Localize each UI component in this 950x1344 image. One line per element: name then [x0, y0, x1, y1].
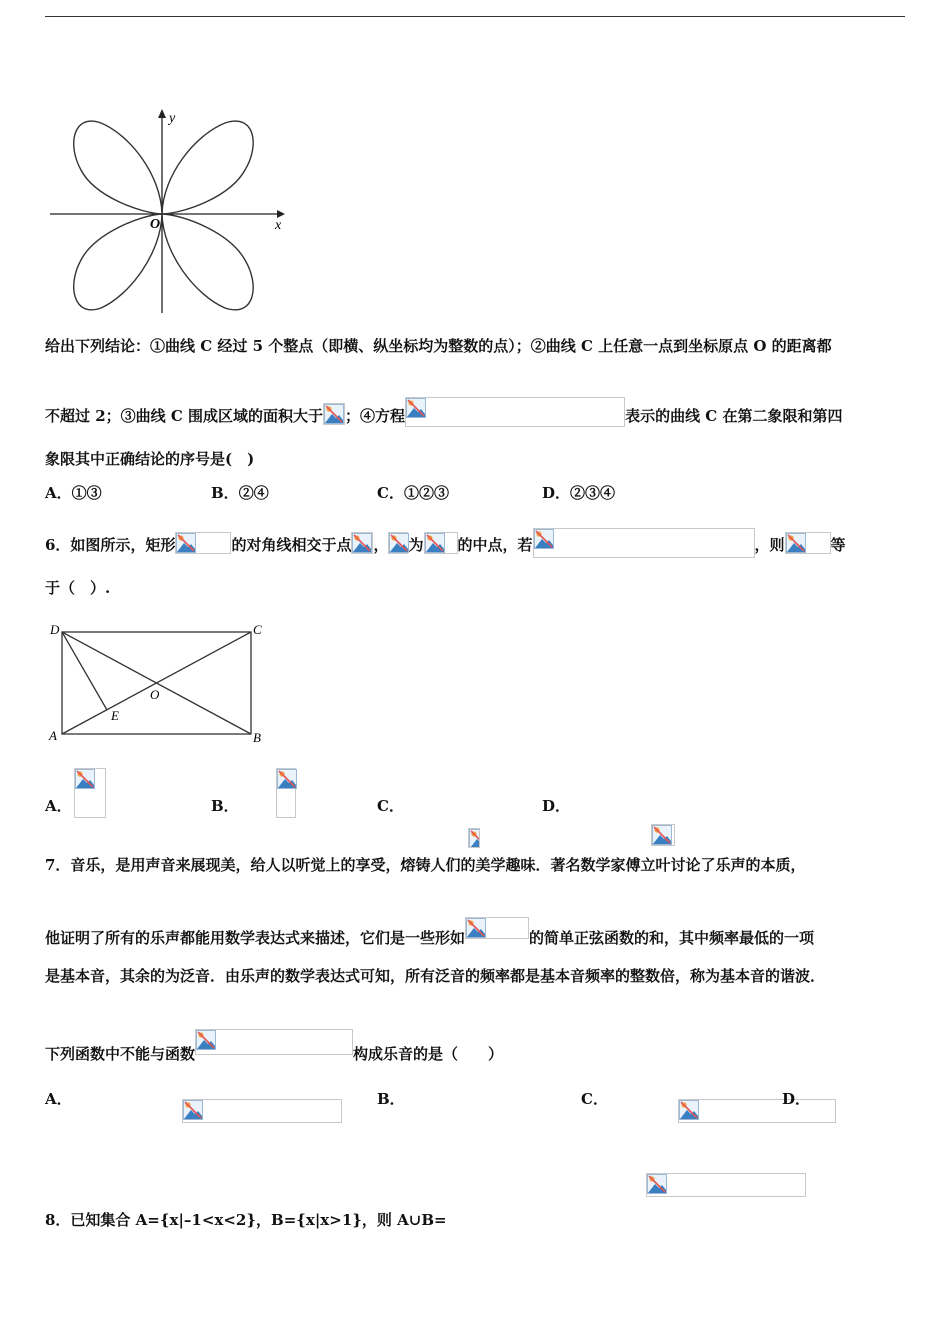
option-label: A． [45, 484, 72, 502]
formula-image [351, 532, 373, 554]
equation-image [405, 397, 625, 427]
q7-option-d-label: D． [782, 1090, 811, 1108]
q7-text: 构成乐音的是（ ） [353, 1045, 504, 1063]
q7-text: 的简单正弦函数的和，其中频率最低的一项 [529, 929, 815, 947]
y-axis-arrow [158, 109, 166, 118]
q5-line2-c: 表示的曲线 C 在第二象限和第四 [625, 407, 843, 425]
x-axis-label: x [275, 218, 282, 233]
broken-image-icon [75, 769, 95, 789]
broken-image-icon [466, 918, 486, 938]
q5-option-c [377, 483, 449, 503]
q7-option-b-image [678, 1099, 836, 1123]
label-d: D [50, 622, 60, 637]
q7-option-c-label: C． [581, 1090, 608, 1108]
broken-image-icon [652, 825, 672, 845]
q6-option-c-image [468, 828, 480, 848]
q5-line2-b: ；④方程 [345, 407, 406, 425]
broken-image-icon [786, 533, 806, 553]
q5-line1: 给出下列结论：①曲线 C 经过 5 个整点（即横、纵坐标均为整数的点）；②曲线 C 上任意一点到坐标原点 O 的距离都 [45, 337, 832, 355]
q6-option-d-label: D． [542, 797, 571, 815]
broken-image-icon [176, 533, 196, 553]
formula-image [465, 917, 529, 939]
q5-option-b [211, 483, 269, 503]
q5-line3: 象限其中正确结论的序号是( ) [45, 450, 255, 468]
formula-image [424, 532, 458, 554]
q7-text: 下列函数中不能与函数 [45, 1045, 196, 1063]
broken-image-icon [469, 829, 480, 848]
q6-text: 6．如图所示，矩形 [45, 536, 176, 554]
broken-image-icon [352, 533, 372, 553]
q6-text: 的中点，若 [457, 536, 533, 554]
q6-option-d-image [651, 824, 675, 846]
q8-line: 8．已知集合 A={x|–1<x<2}，B={x|x>1}，则 A∪B= [45, 1211, 447, 1229]
q6-option-a-image [74, 768, 106, 818]
option-text: ②③④ [570, 484, 616, 502]
q7-line1: 7．音乐，是用声音来展现美，给人以听觉上的享受，熔铸人们的美学趣味．著名数学家傅立叶讨论了乐声的本质， [45, 856, 806, 874]
option-label: D． [542, 484, 571, 502]
broken-image-icon [196, 1030, 216, 1050]
q6-text: ，则 [754, 536, 785, 554]
q6-text: 等 [830, 536, 846, 554]
q7-option-b-label: B． [377, 1090, 405, 1108]
q7-text: 他证明了所有的乐声都能用数学表达式来描述，它们是一些形如 [45, 929, 466, 947]
label-b: B [253, 730, 261, 745]
broken-image-icon [425, 533, 445, 553]
formula-image [175, 532, 231, 554]
formula-image [533, 528, 755, 558]
label-e: E [111, 708, 119, 723]
q7-option-a-label: A． [45, 1090, 72, 1108]
broken-image-icon [389, 533, 409, 553]
origin-label: O [150, 217, 161, 232]
q5-option-a [45, 483, 102, 503]
label-o: O [150, 687, 160, 702]
option-text: ②④ [238, 484, 269, 502]
q5-line2-a: 不超过 2；③曲线 C 围成区域的面积大于 [45, 407, 324, 425]
q6-line2: 于（ ）. [45, 579, 111, 597]
option-label: C． [377, 484, 404, 502]
formula-image [388, 532, 408, 554]
q7-option-d-image [646, 1173, 806, 1197]
broken-image-icon [647, 1174, 667, 1194]
broken-image-icon [324, 404, 344, 424]
q6-text: 为 [408, 536, 424, 554]
option-text: ①③ [71, 484, 102, 502]
formula-image [195, 1029, 353, 1055]
q5-option-d [542, 483, 615, 503]
q7-line4 [45, 1029, 503, 1064]
q6-option-c-label: C． [377, 797, 404, 815]
formula-image [785, 532, 831, 554]
label-a: A [49, 728, 57, 743]
option-label: B． [211, 484, 239, 502]
q6-option-b-label: B． [211, 797, 239, 815]
header-rule [45, 16, 905, 17]
q6-text: ， [373, 536, 389, 554]
q7-option-a-image [182, 1099, 342, 1123]
option-text: ①②③ [403, 484, 449, 502]
q6-line1 [45, 528, 846, 558]
q6-option-a-label: A． [45, 797, 72, 815]
curve-leaves [74, 121, 253, 310]
q7-line3: 是基本音，其余的为泛音．由乐声的数学表达式可知，所有泛音的频率都是基本音频率的整数倍，称为基本音的谐波． [45, 967, 826, 985]
broken-image-icon [534, 529, 554, 549]
curve-figure [45, 105, 295, 320]
broken-image-icon [406, 398, 426, 418]
q5-line2 [45, 397, 842, 427]
label-c: C [253, 622, 262, 637]
q6-option-b-image [276, 768, 296, 818]
broken-image-icon [679, 1100, 699, 1120]
rectangle-figure [45, 620, 275, 750]
broken-image-icon [183, 1100, 203, 1120]
x-axis-arrow [277, 210, 285, 218]
q7-line2 [45, 917, 814, 948]
formula-image [323, 403, 345, 425]
y-axis-label: y [169, 111, 176, 126]
q6-text: 的对角线相交于点 [231, 536, 352, 554]
broken-image-icon [277, 769, 297, 789]
